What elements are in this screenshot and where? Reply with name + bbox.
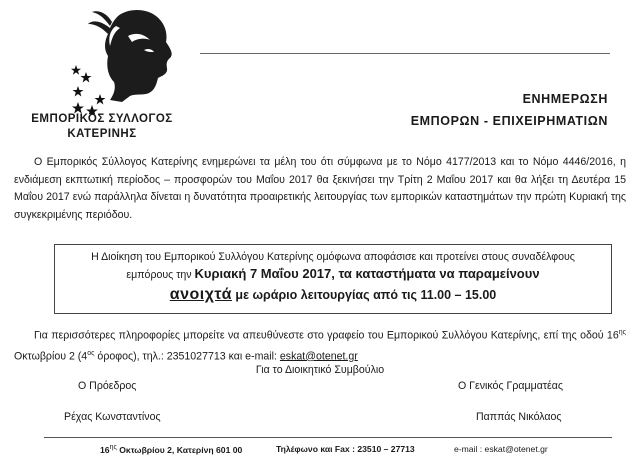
footer-address-sup: ης bbox=[109, 444, 117, 451]
document-heading bbox=[411, 88, 608, 132]
decision-sunday-date: Κυριακή 7 Μαΐου 2017, τα καταστήματα να παραμείνουν bbox=[194, 266, 540, 281]
announcement-paragraph: Ο Εμπορικός Σύλλογος Κατερίνης ενημερώνει τα μέλη του ότι σύμφωνα με το Νόμο 4177/2013 και το Νόμο 4446/2016, η ενδιάμεση εκπτωτική περίοδος – προσφορών του Μαΐου 2017 θα ξεκινήσει την Τρίτη 2 Μαΐου 2017 και θα λήξει τη Δευτέρα 15 Μαΐου 2017 ενώ παράλληλα δίνεται η δυνατότητα προαιρετικής λειτουργίας των εμπορικών καταστημάτων την πρώτη Κυριακή της συγκεκριμένης περιόδου. bbox=[14, 156, 626, 221]
footer-email[interactable]: e-mail : eskat@otenet.gr bbox=[454, 444, 548, 454]
hermes-head-icon bbox=[105, 10, 172, 102]
footer-phone: Τηλέφωνο και Fax : 23510 – 27713 bbox=[276, 444, 415, 454]
heading-line1: ΕΝΗΜΕΡΩΣΗ bbox=[522, 92, 608, 106]
contact-text-1: Για περισσότερες πληροφορίες μπορείτε να απευθύνεστε στο γραφείο του Εμπορικού Συλλόγου Κατερίνης, επί της οδού 16 bbox=[34, 329, 619, 342]
star-icon bbox=[81, 72, 92, 83]
decision-box bbox=[54, 244, 612, 314]
star-icon bbox=[95, 94, 106, 105]
open-word: ανοιχτά bbox=[169, 286, 232, 303]
president-title: Ο Πρόεδρος bbox=[78, 380, 137, 392]
contact-info bbox=[14, 324, 626, 365]
footer-address bbox=[100, 444, 242, 455]
organization-name-line1: ΕΜΠΟΡΙΚΟΣ ΣΥΛΛΟΓΟΣ bbox=[31, 113, 173, 125]
contact-sup-2: ος bbox=[87, 349, 95, 357]
star-icon bbox=[71, 65, 81, 75]
contact-email-link[interactable]: eskat@otenet.gr bbox=[279, 350, 358, 363]
footer-divider bbox=[44, 437, 612, 438]
star-icon bbox=[73, 86, 84, 97]
secretary-title: Ο Γενικός Γραμματέας bbox=[458, 380, 563, 392]
header-divider bbox=[200, 53, 610, 54]
footer-address-number: 16 bbox=[100, 444, 110, 455]
opening-hours: 11.00 – 15.00 bbox=[420, 288, 497, 302]
organization-name-line2: ΚΑΤΕΡΙΝΗΣ bbox=[67, 128, 137, 140]
decision-line3 bbox=[55, 284, 611, 306]
decision-line2-prefix: εμπόρους την bbox=[126, 269, 192, 281]
hours-label: με ωράριο λειτουργίας από τις bbox=[235, 288, 417, 302]
decision-line1: Η Διοίκηση του Εμπορικού Συλλόγου Κατερίνης ομόφωνα αποφάσισε και προτείνει στους συναδέλφους bbox=[91, 251, 575, 263]
contact-sup-1: ης bbox=[618, 329, 626, 336]
board-label: Για το Διοικητικό Συμβούλιο bbox=[255, 364, 385, 376]
secretary-name: Παππάς Νικόλαος bbox=[476, 411, 562, 423]
decision-line2 bbox=[55, 265, 611, 284]
hermes-head-with-stars-logo bbox=[70, 6, 180, 114]
footer-address-rest: Οκτωβρίου 2, Κατερίνη 601 00 bbox=[116, 444, 243, 455]
president-name: Ρέχας Κωνσταντίνος bbox=[64, 411, 161, 423]
heading-line2: ΕΜΠΟΡΩΝ - ΕΠΙΧΕΙΡΗΜΑΤΙΩΝ bbox=[410, 114, 608, 128]
contact-text-2: Οκτωβρίου 2 (4 bbox=[14, 350, 88, 363]
contact-text-3: όροφος), τηλ.: 2351027713 και e-mail: bbox=[94, 350, 280, 363]
organization-name bbox=[12, 112, 192, 142]
